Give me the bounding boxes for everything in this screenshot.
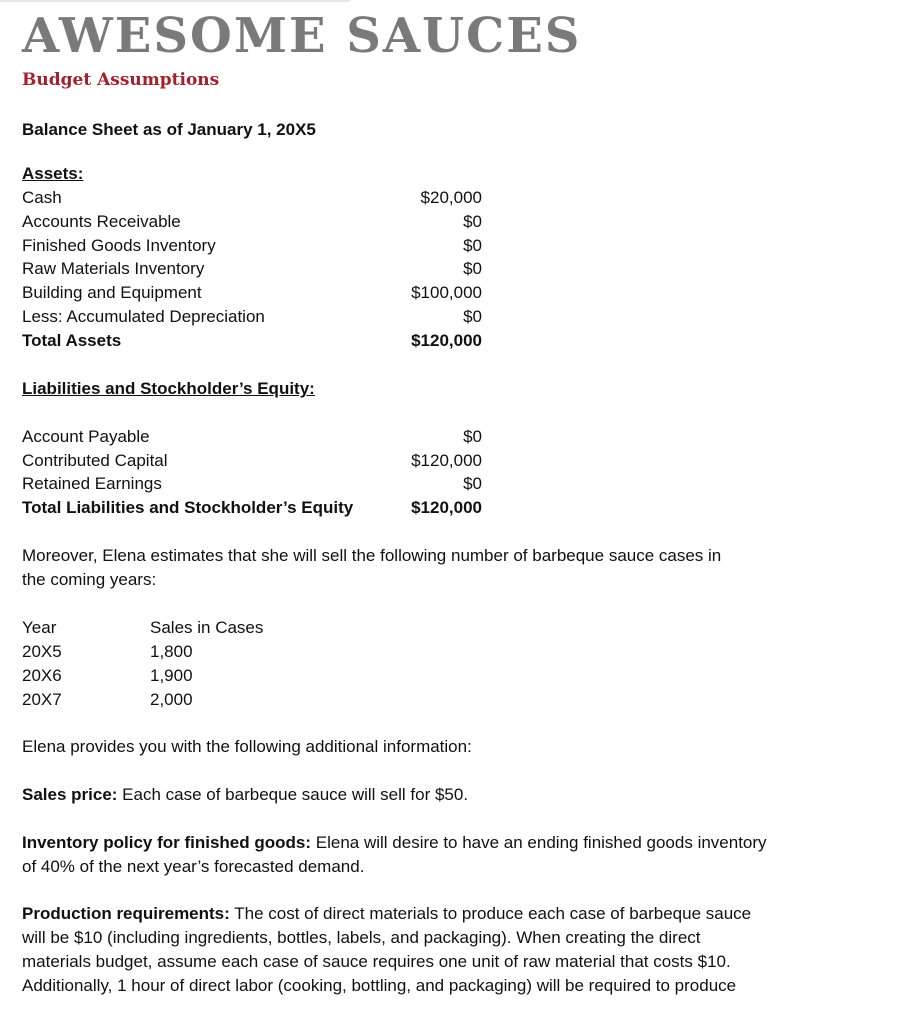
asset-label: Accounts Receivable [22,212,181,231]
liability-row [22,450,482,472]
cases-header: Sales in Cases [150,618,264,637]
total-liabilities-value: $120,000 [411,498,482,517]
cases-cell: 2,000 [150,690,193,709]
year-cell: 20X5 [22,642,62,661]
sales-price-label: Sales price: [22,785,118,804]
asset-value: $20,000 [420,188,482,207]
liability-label: Retained Earnings [22,474,162,493]
total-assets-row [22,330,482,352]
total-assets-value: $120,000 [411,331,482,350]
asset-label: Less: Accumulated Depreciation [22,307,265,326]
production-line: materials budget, assume each case of sauce requires one unit of raw material that costs $10. [22,952,731,971]
asset-row [22,258,482,280]
asset-row [22,235,482,257]
asset-value: $0 [463,307,482,326]
production-paragraph [22,903,751,925]
sales-intro-line: the coming years: [22,570,157,589]
asset-label: Building and Equipment [22,283,202,302]
asset-label: Finished Goods Inventory [22,236,216,255]
balance-sheet-title: Balance Sheet as of January 1, 20X5 [22,120,316,139]
sales-intro-line: Moreover, Elena estimates that she will sell the following number of barbeque sauce cases in [22,546,722,565]
inventory-policy-text: Elena will desire to have an ending finished goods inventory [311,833,767,852]
liability-value: $0 [463,474,482,493]
liability-value: $0 [463,427,482,446]
asset-label: Cash [22,188,62,207]
cases-cell: 1,900 [150,666,193,685]
cases-cell: 1,800 [150,642,193,661]
asset-value: $0 [463,212,482,231]
page-subtitle: Budget Assumptions [22,70,220,90]
liabilities-heading: Liabilities and Stockholder’s Equity: [22,379,315,398]
asset-label: Raw Materials Inventory [22,259,205,278]
liability-label: Contributed Capital [22,451,168,470]
production-label: Production requirements: [22,904,230,923]
production-text: The cost of direct materials to produce each case of barbeque sauce [229,904,752,923]
liability-row [22,473,482,495]
total-liabilities-label: Total Liabilities and Stockholder’s Equity [22,498,354,517]
inventory-policy-paragraph [22,832,767,854]
asset-value: $0 [463,236,482,255]
brand-title: AWESOME SAUCES [22,8,582,64]
asset-row [22,211,482,233]
liability-label: Account Payable [22,427,150,446]
inventory-policy-line: of 40% of the next year’s forecasted demand. [22,857,365,876]
additional-info-text: Elena provides you with the following additional information: [22,737,472,756]
total-assets-label: Total Assets [22,331,122,350]
sales-price-text: Each case of barbeque sauce will sell for $50. [117,785,469,804]
total-liabilities-row [22,497,482,519]
top-divider [0,0,350,2]
production-line: will be $10 (including ingredients, bottles, labels, and packaging). When creating the direct [22,928,701,947]
asset-row [22,187,482,209]
year-header: Year [22,618,57,637]
asset-value: $0 [463,259,482,278]
assets-heading: Assets: [22,164,84,183]
year-cell: 20X6 [22,666,62,685]
sales-price-paragraph [22,784,468,806]
inventory-policy-label: Inventory policy for finished goods: [22,833,312,852]
asset-row [22,306,482,328]
liability-value: $120,000 [411,451,482,470]
year-cell: 20X7 [22,690,62,709]
liability-row [22,426,482,448]
production-line: Additionally, 1 hour of direct labor (cooking, bottling, and packaging) will be required to produce [22,976,737,995]
asset-row [22,282,482,304]
asset-value: $100,000 [411,283,482,302]
